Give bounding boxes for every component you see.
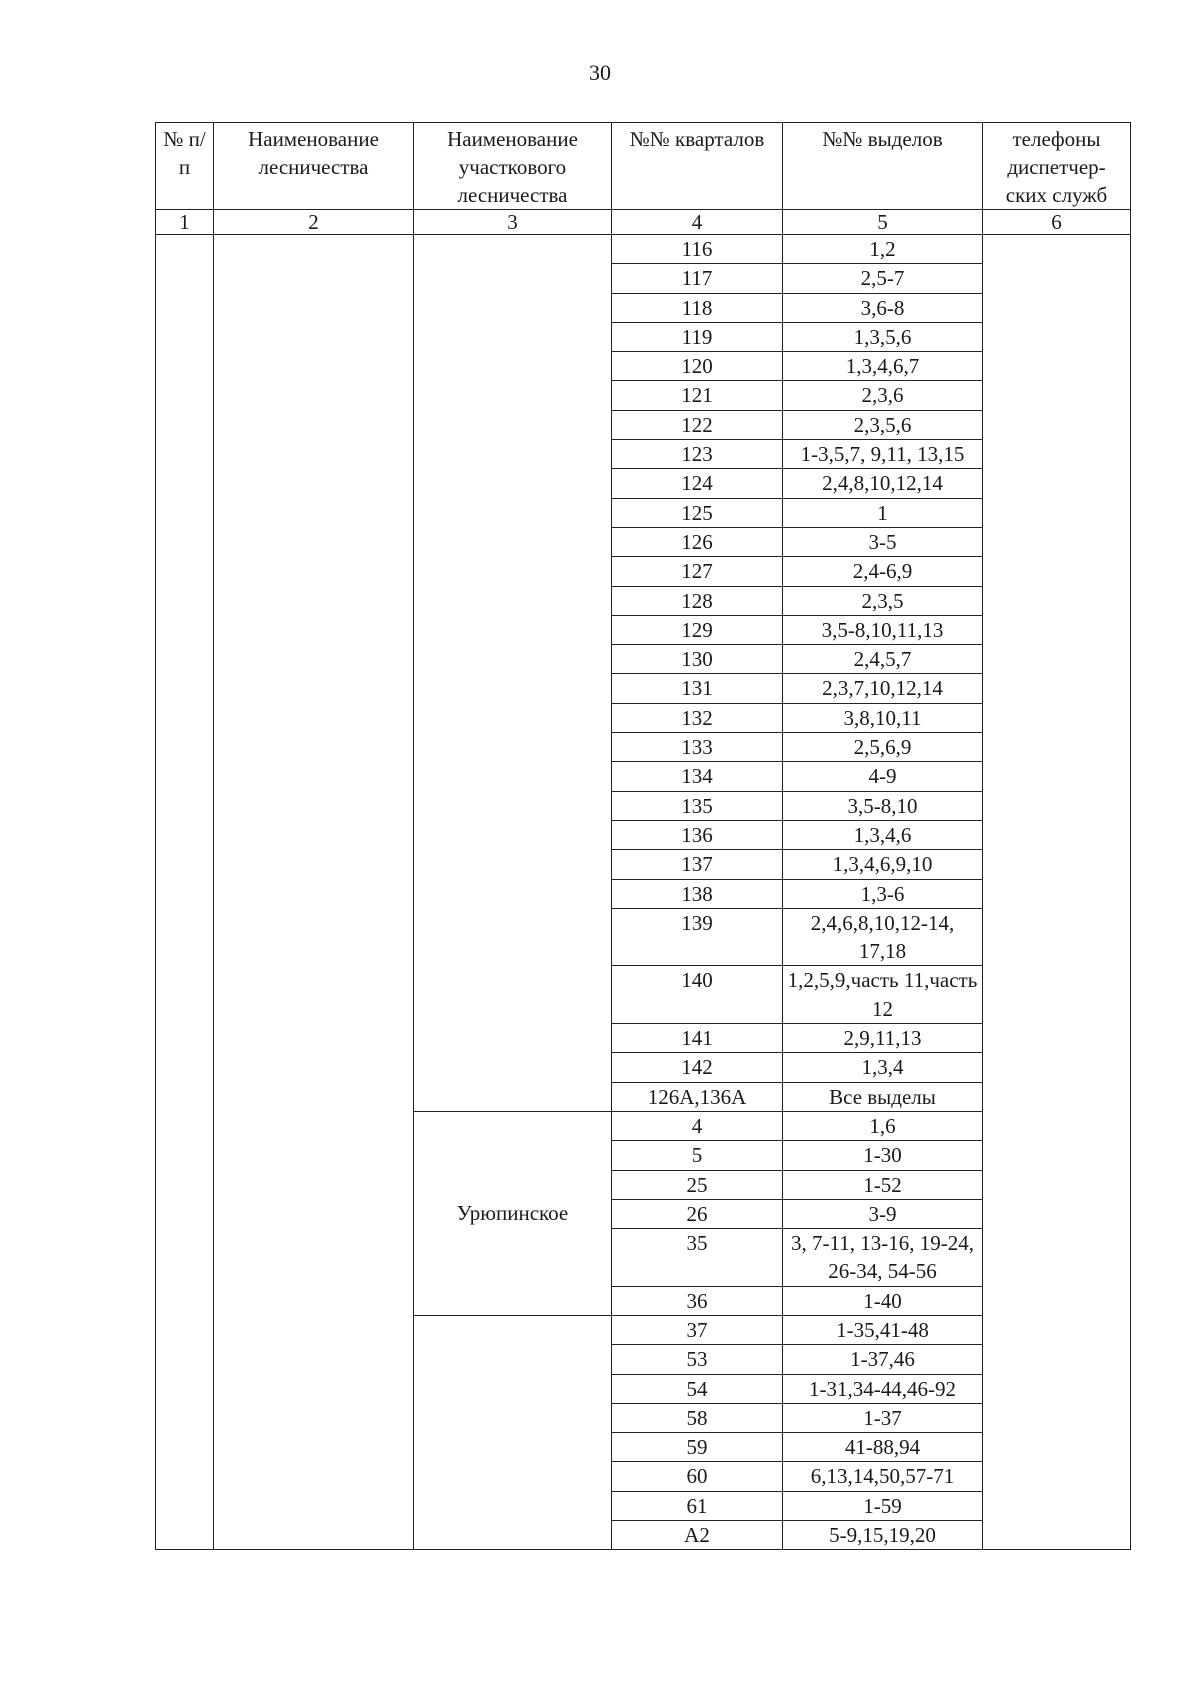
header-col-phones: телефоны диспетчер-ских служб <box>983 123 1131 210</box>
page-number: 30 <box>589 60 611 85</box>
plots-cell: 1,3,4,6,7 <box>783 352 983 381</box>
quarter-cell: 127 <box>612 557 783 586</box>
header-col-plots: №№ выделов <box>783 123 983 210</box>
plots-cell: 5-9,15,19,20 <box>783 1521 983 1550</box>
quarter-cell: 60 <box>612 1462 783 1491</box>
header-col-forestry: Наименование лесничества <box>214 123 414 210</box>
plots-cell: 2,4,8,10,12,14 <box>783 469 983 498</box>
plots-cell: 1 <box>783 498 983 527</box>
quarter-cell: 58 <box>612 1403 783 1432</box>
quarter-cell: 129 <box>612 615 783 644</box>
column-number: 6 <box>983 210 1131 235</box>
plots-cell: 1,3,5,6 <box>783 322 983 351</box>
plots-cell: 2,3,5 <box>783 586 983 615</box>
plots-cell: 4-9 <box>783 762 983 791</box>
quarter-cell: 133 <box>612 733 783 762</box>
quarter-cell: 4 <box>612 1111 783 1140</box>
plots-cell: 3-9 <box>783 1199 983 1228</box>
district-forestry-cell: Урюпинское <box>414 1111 612 1315</box>
quarter-cell: 126А,136А <box>612 1082 783 1111</box>
plots-cell: 2,4,5,7 <box>783 645 983 674</box>
quarter-cell: 134 <box>612 762 783 791</box>
table-body <box>156 235 1131 1550</box>
quarter-cell: 26 <box>612 1199 783 1228</box>
quarter-cell: 35 <box>612 1229 783 1287</box>
plots-cell: 2,3,6 <box>783 381 983 410</box>
quarter-cell: 142 <box>612 1053 783 1082</box>
plots-cell: 2,4,6,8,10,12-14, 17,18 <box>783 908 983 966</box>
quarter-cell: 137 <box>612 850 783 879</box>
plots-cell: 2,3,5,6 <box>783 410 983 439</box>
plots-cell: 3-5 <box>783 527 983 556</box>
plots-cell: 41-88,94 <box>783 1433 983 1462</box>
district-forestry-cell <box>414 235 612 1112</box>
plots-cell: 1,3,4,6,9,10 <box>783 850 983 879</box>
plots-cell: 1-31,34-44,46-92 <box>783 1374 983 1403</box>
quarter-cell: 5 <box>612 1141 783 1170</box>
plots-cell: 1-52 <box>783 1170 983 1199</box>
quarter-cell: 116 <box>612 235 783 264</box>
table-row <box>156 235 1131 264</box>
quarter-cell: А2 <box>612 1521 783 1550</box>
quarter-cell: 126 <box>612 527 783 556</box>
quarter-cell: 135 <box>612 791 783 820</box>
quarter-cell: 121 <box>612 381 783 410</box>
quarter-cell: 130 <box>612 645 783 674</box>
quarter-cell: 53 <box>612 1345 783 1374</box>
number-cell <box>156 235 214 1550</box>
forestry-cell <box>214 235 414 1550</box>
plots-cell: 1-35,41-48 <box>783 1315 983 1344</box>
column-number: 3 <box>414 210 612 235</box>
plots-cell: 1-59 <box>783 1491 983 1520</box>
plots-cell: 1-40 <box>783 1286 983 1315</box>
plots-cell: 1,2 <box>783 235 983 264</box>
quarter-cell: 54 <box>612 1374 783 1403</box>
plots-cell: 3,8,10,11 <box>783 703 983 732</box>
plots-cell: 1,2,5,9,часть 11,часть 12 <box>783 966 983 1024</box>
plots-cell: 3,5-8,10 <box>783 791 983 820</box>
plots-cell: 1,3-6 <box>783 879 983 908</box>
quarter-cell: 37 <box>612 1315 783 1344</box>
plots-cell: 2,4-6,9 <box>783 557 983 586</box>
quarter-cell: 124 <box>612 469 783 498</box>
district-forestry-cell <box>414 1315 612 1549</box>
quarter-cell: 138 <box>612 879 783 908</box>
quarter-cell: 117 <box>612 264 783 293</box>
column-numbers-row <box>156 210 1131 235</box>
plots-cell: 2,3,7,10,12,14 <box>783 674 983 703</box>
header-col-district-forestry: Наименование участкового лесничества <box>414 123 612 210</box>
plots-cell: 1,6 <box>783 1111 983 1140</box>
phones-cell <box>983 235 1131 1550</box>
quarter-cell: 118 <box>612 293 783 322</box>
plots-cell: 3,6-8 <box>783 293 983 322</box>
quarter-cell: 141 <box>612 1024 783 1053</box>
plots-cell: 1,3,4,6 <box>783 820 983 849</box>
plots-cell: 1,3,4 <box>783 1053 983 1082</box>
quarter-cell: 119 <box>612 322 783 351</box>
quarter-cell: 136 <box>612 820 783 849</box>
quarter-cell: 131 <box>612 674 783 703</box>
quarter-cell: 128 <box>612 586 783 615</box>
quarter-cell: 120 <box>612 352 783 381</box>
column-number: 4 <box>612 210 783 235</box>
plots-cell: 2,5-7 <box>783 264 983 293</box>
column-number: 1 <box>156 210 214 235</box>
quarter-cell: 122 <box>612 410 783 439</box>
quarter-cell: 139 <box>612 908 783 966</box>
plots-cell: 3, 7-11, 13-16, 19-24, 26-34, 54-56 <box>783 1229 983 1287</box>
plots-cell: 6,13,14,50,57-71 <box>783 1462 983 1491</box>
plots-cell: 2,9,11,13 <box>783 1024 983 1053</box>
quarter-cell: 123 <box>612 440 783 469</box>
forestry-table <box>155 122 1131 1550</box>
plots-cell: 1-3,5,7, 9,11, 13,15 <box>783 440 983 469</box>
column-number: 5 <box>783 210 983 235</box>
quarter-cell: 140 <box>612 966 783 1024</box>
header-row <box>156 123 1131 210</box>
quarter-cell: 59 <box>612 1433 783 1462</box>
plots-cell: 1-30 <box>783 1141 983 1170</box>
quarter-cell: 25 <box>612 1170 783 1199</box>
plots-cell: Все выделы <box>783 1082 983 1111</box>
plots-cell: 2,5,6,9 <box>783 733 983 762</box>
plots-cell: 3,5-8,10,11,13 <box>783 615 983 644</box>
quarter-cell: 36 <box>612 1286 783 1315</box>
header-col-number: № п/п <box>156 123 214 210</box>
plots-cell: 1-37,46 <box>783 1345 983 1374</box>
quarter-cell: 132 <box>612 703 783 732</box>
header-col-quarters: №№ кварталов <box>612 123 783 210</box>
plots-cell: 1-37 <box>783 1403 983 1432</box>
column-number: 2 <box>214 210 414 235</box>
quarter-cell: 125 <box>612 498 783 527</box>
quarter-cell: 61 <box>612 1491 783 1520</box>
